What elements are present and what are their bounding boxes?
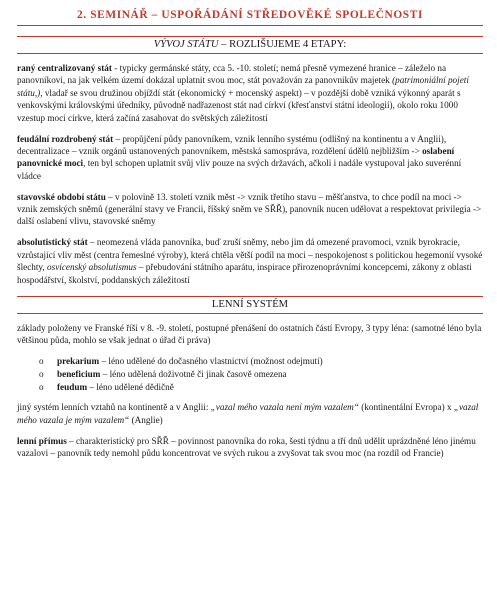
paragraph-lenni-intro: základy položeny ve Franské říši v 8. -9. století, postupné přenášení do ostatních částí Evropy, 3 typy léna: (samotné léno byla většinou půda, mohlo se však jednat o úřad či práva)	[17, 323, 482, 346]
term: lenní přímus	[17, 435, 67, 446]
text: , vladař se svou družinou objíždí stát (ekonomický + mocenský aspekt) – v pozdější době vzniká výkonný aparát s venkovskými královskými úředníky, původně nadřazenost stát nad církví (křesťanství státní ideologií), okolo roku 1000 vzestup moci církve, která začíná zasahovat do světských záležitostí	[17, 87, 461, 123]
term: feudální rozdrobený stát	[17, 133, 114, 144]
circle-bullet-icon: o	[39, 382, 44, 393]
term: feudum	[57, 382, 88, 393]
circle-bullet-icon: o	[39, 356, 44, 367]
text: – léno udělená doživotně či jinak časově omezena	[100, 369, 287, 380]
italic-term: (patrimoniální pojetí státu,)	[17, 75, 469, 98]
italic-term: osvícenský absolutismus	[47, 262, 137, 273]
list-item	[39, 355, 483, 368]
text: – léno udělené dědičně	[87, 382, 174, 393]
section-heading-vyvoj-statu	[17, 36, 483, 54]
paragraph-stavovske-obdobi	[17, 191, 483, 228]
text: – propůjčení půdy panovníkem, vznik lenního systému (odlišný na kontinentu a v Anglii), decentralizace – vznik orgánů ustanovených panovníkem, městská samospráva, rozdělení údělů nejbližším ->	[17, 133, 447, 156]
term: raný centralizovaný stát	[17, 63, 112, 73]
text: - typicky germánské státy, cca 5. -10. století; nemá přesně vymezené hranice – záleželo na panovníkovi, na jak velkém území dokázal uplatnit svou moc, stát považován za panovníkův majetek	[17, 63, 447, 86]
text: – přebudování státního aparátu, inspirace přirozenoprávními koncepcemi, zákony z oblasti hospodářství, školství, poddanských záležitostí	[17, 262, 472, 285]
text: (Anglie)	[129, 414, 163, 425]
term: prekarium	[57, 356, 100, 367]
document-title: 2. SEMINÁŘ – USPOŘÁDÁNÍ STŘEDOVĚKÉ SPOLEČNOSTI	[17, 8, 483, 26]
circle-bullet-icon: o	[39, 369, 44, 380]
text: jiný systém lenních vztahů na kontinentě a v Anglii:	[17, 402, 211, 413]
term: beneficium	[57, 369, 101, 380]
heading-emphasis: VÝVOJ STÁTU	[153, 39, 219, 50]
section-heading-lenni-system: LENNÍ SYSTÉM	[17, 296, 483, 314]
text: , ten byl schopen uplatnit svůj vliv pouze na svých državách, ačkoli i nadále vystupoval jako suverénní vládce	[17, 158, 462, 181]
text: – léno udělené do dočasného vlastnictví (možnost odejmutí)	[99, 356, 323, 367]
list-item	[39, 381, 483, 394]
paragraph-feudalni-stat	[17, 133, 483, 183]
text: – charakteristický pro SŘŘ – povinnost panovníka do roka, šesti týdnu a tří dnů udělit uprázdněné léno jinému vazalovi – panovník tedy nemohl půdu koncentrovat ve svých rukou a zvyšovat tak svou moc (na rozdíl od Francie)	[17, 435, 476, 459]
list-item	[39, 368, 483, 381]
text: – neomezená vláda panovníka, buď zruší sněmy, nebo jim dá omezené pravomoci, vznik byrokracie, vzrůstající vliv měst (centra řemeslné výroby), která chtěla větší podíl na moci – nespokojenost s politickou hegemonií vysoké šlechty,	[17, 237, 483, 273]
term: absolutistický stát	[17, 237, 88, 248]
paragraph-rany-stat	[17, 62, 483, 124]
paragraph-lenni-primus	[17, 435, 483, 460]
term: oslabení panovnické moci	[17, 145, 455, 169]
heading-rest: – ROZLIŠUJEME 4 ETAPY:	[218, 39, 347, 50]
paragraph-lenni-vztahy	[17, 401, 483, 426]
lena-list	[17, 355, 483, 394]
text: – v polovině 13. století vznik měst -> vznik třetího stavu – měšťanstva, to chce podíl na moci -> vznik zemských sněmů (generální stavy ve Francii, říšský sněm ve SŘŘ), panovník nucen udělovat a respektovat privilegia -> další oslabení vlivu, stavovské sněmy	[17, 191, 482, 227]
term: stavovské období státu	[17, 191, 106, 202]
quote: „vazal mého vazala není mým vazalem“	[210, 402, 359, 413]
text: (kontinentální Evropa) x	[358, 402, 454, 413]
quote: „vazal mého vazala je mým vazalem“	[17, 402, 479, 425]
paragraph-absolutisticky-stat	[17, 236, 483, 286]
